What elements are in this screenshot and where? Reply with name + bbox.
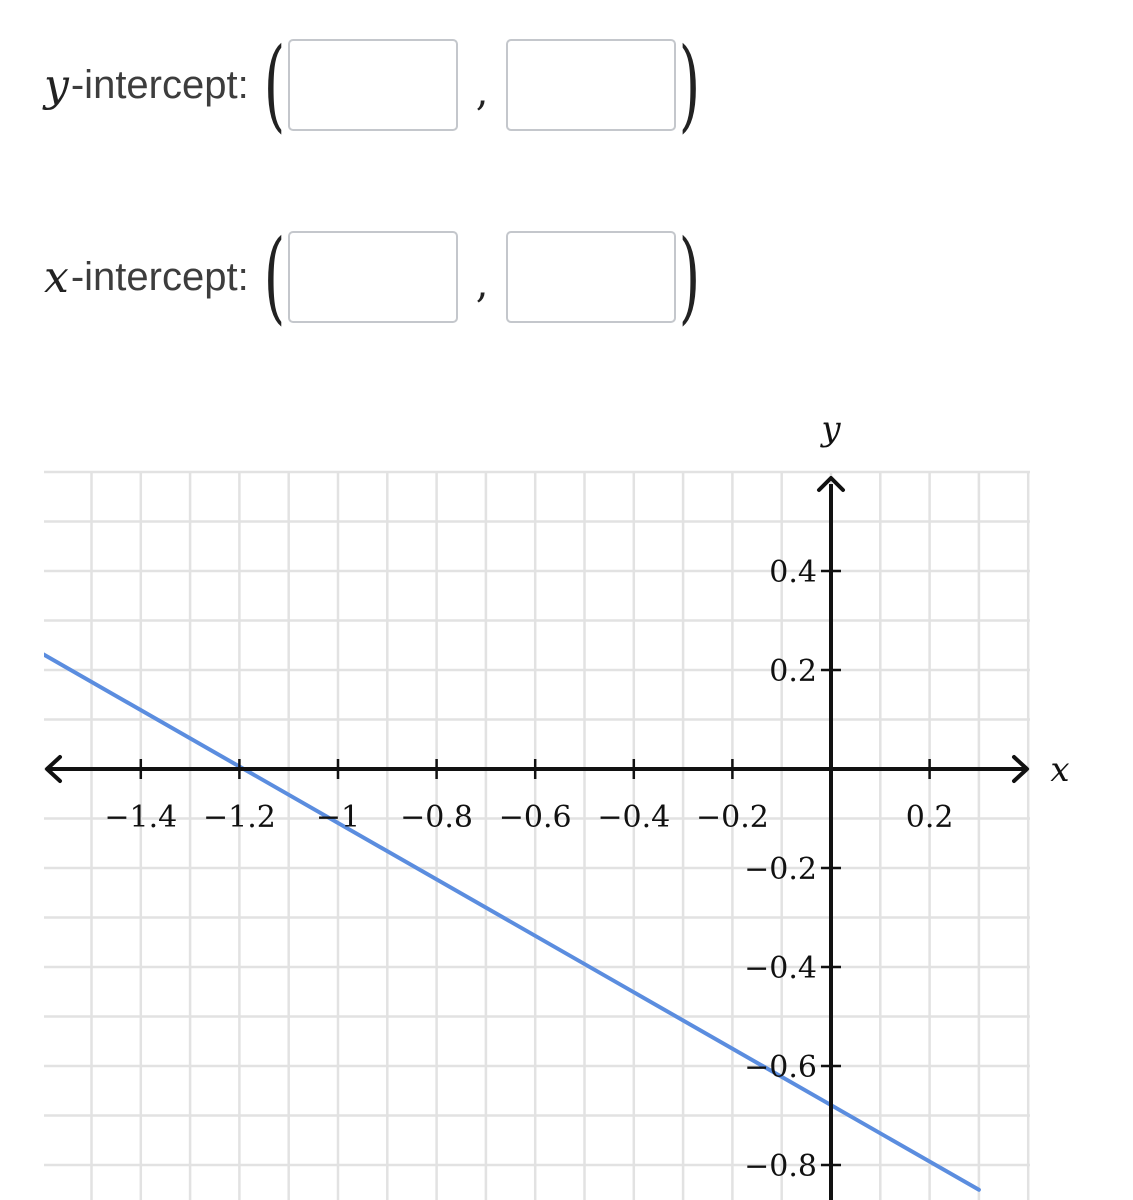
series-line xyxy=(42,654,979,1190)
y-tick-label: −0.8 xyxy=(744,1149,817,1184)
x-tick-label: 0.2 xyxy=(905,800,954,835)
y-tick-label: −0.2 xyxy=(744,852,817,887)
x-tick-label: −1.2 xyxy=(202,800,276,835)
open-paren: ( xyxy=(263,26,285,143)
tick-labels xyxy=(104,409,1069,1184)
comma: , xyxy=(475,261,489,307)
x-tick-label: −0.2 xyxy=(695,800,769,835)
y-axis-label: y xyxy=(821,409,841,449)
x-tick-label: −1 xyxy=(315,800,361,835)
x-tick-label: −1.4 xyxy=(104,800,178,835)
y-tick-label: 0.4 xyxy=(769,555,817,590)
x-tick-label: −0.8 xyxy=(400,800,474,835)
x-tick-label: −0.4 xyxy=(597,800,671,835)
x-axis-label: x xyxy=(1050,750,1070,790)
open-paren: ( xyxy=(263,218,285,335)
y-tick-label: −0.6 xyxy=(744,1050,817,1085)
grid xyxy=(44,472,1030,1200)
comma: , xyxy=(475,69,489,115)
y-intercept-label: -intercept: xyxy=(70,62,249,107)
x-variable: x xyxy=(44,251,69,303)
y-tick-label: 0.2 xyxy=(769,654,817,689)
y-tick-label: −0.4 xyxy=(744,951,817,986)
y-variable: y xyxy=(44,59,69,111)
close-paren: ) xyxy=(679,218,701,335)
series-layer xyxy=(42,654,979,1190)
x-intercept-label: -intercept: xyxy=(70,254,249,299)
close-paren: ) xyxy=(679,26,701,143)
x-tick-label: −0.6 xyxy=(498,800,572,835)
